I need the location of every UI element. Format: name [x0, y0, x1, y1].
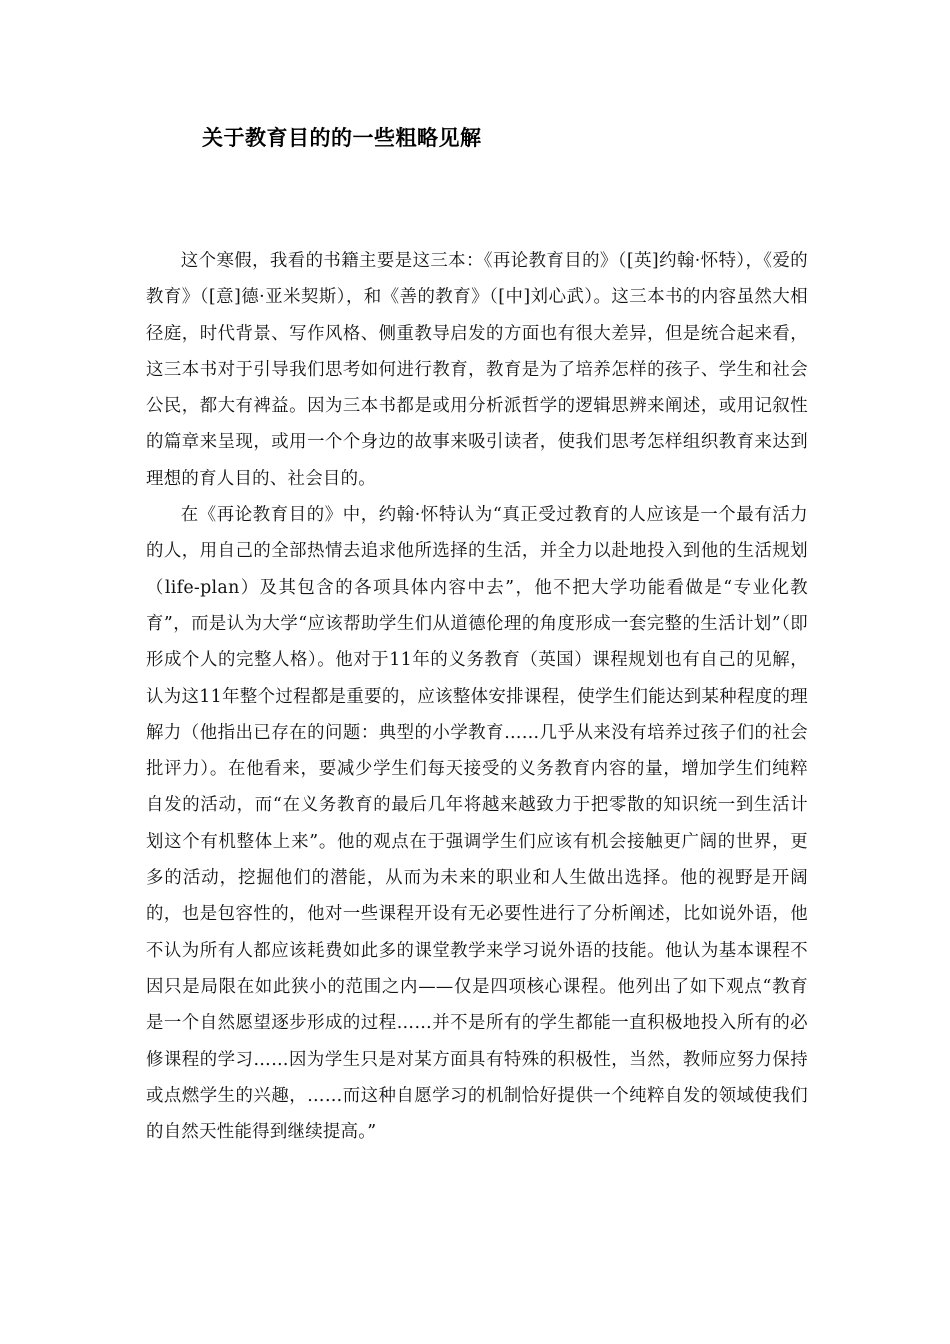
paragraph-intro: 这个寒假，我看的书籍主要是这三本：《再论教育目的》（[英]约翰·怀特），《爱的教育》（[意]德·亚米契斯），和《善的教育》（[中]刘心武）。这三本书的内容虽然大相径庭，时代背景、写作风格、侧重教导启发的方面也有很大差异，但是统合起来看，这三本书对于引导我们思考如何进行教育，教育是为了培养怎样的孩子、学生和社会公民，都大有裨益。因为三本书都是或用分析派哲学的逻辑思辨来阐述，或用记叙性的篇章来呈现，或用一个个身边的故事来吸引读者，使我们思考怎样组织教育来达到理想的育人目的、社会目的。 — [146, 251, 808, 489]
document-title: 关于教育目的的一些粗略见解 — [202, 126, 482, 150]
paragraph-white-education-aims: 在《再论教育目的》中，约翰·怀特认为“真正受过教育的人应该是一个最有活力的人，用自己的全部热情去追求他所选择的生活，并全力以赴地投入到他的生活规划（life-plan）及其包含的各项具体内容中去”，他不把大学功能看做是“专业化教育”，而是认为大学“应该帮助学生们从道德伦理的角度形成一套完整的生活计划”（即形成个人的完整人格）。他对于11年的义务教育（英国）课程规划也有自己的见解，认为这11年整个过程都是重要的，应该整体安排课程，使学生们能达到某种程度的理解力（他指出已存在的问题：典型的小学教育……几乎从来没有培养过孩子们的社会批评力）。在他看来，要减少学生们每天接受的义务教育内容的量，增加学生们纯粹自发的活动，而“在义务教育的最后几年将越来越致力于把零散的知识统一到生活计划这个有机整体上来”。他的观点在于强调学生们应该有机会接触更广阔的世界，更多的活动，挖掘他们的潜能，从而为未来的职业和人生做出选择。他的视野是开阔的，也是包容性的，他对一些课程开设有无必要性进行了分析阐述，比如说外语，他不认为所有人都应该耗费如此多的课堂教学来学习说外语的技能。他认为基本课程不因只是局限在如此狭小的范围之内——仅是四项核心课程。他列出了如下观点“教育是一个自然愿望逐步形成的过程……并不是所有的学生都能一直积极地投入所有的必修课程的学习……因为学生只是对某方面具有特殊的积极性，当然，教师应努力保持或点燃学生的兴趣，……而这种自愿学习的机制恰好提供一个纯粹自发的领域使我们的自然天性能得到继续提高。” — [146, 505, 808, 1143]
document-body — [146, 243, 808, 1150]
